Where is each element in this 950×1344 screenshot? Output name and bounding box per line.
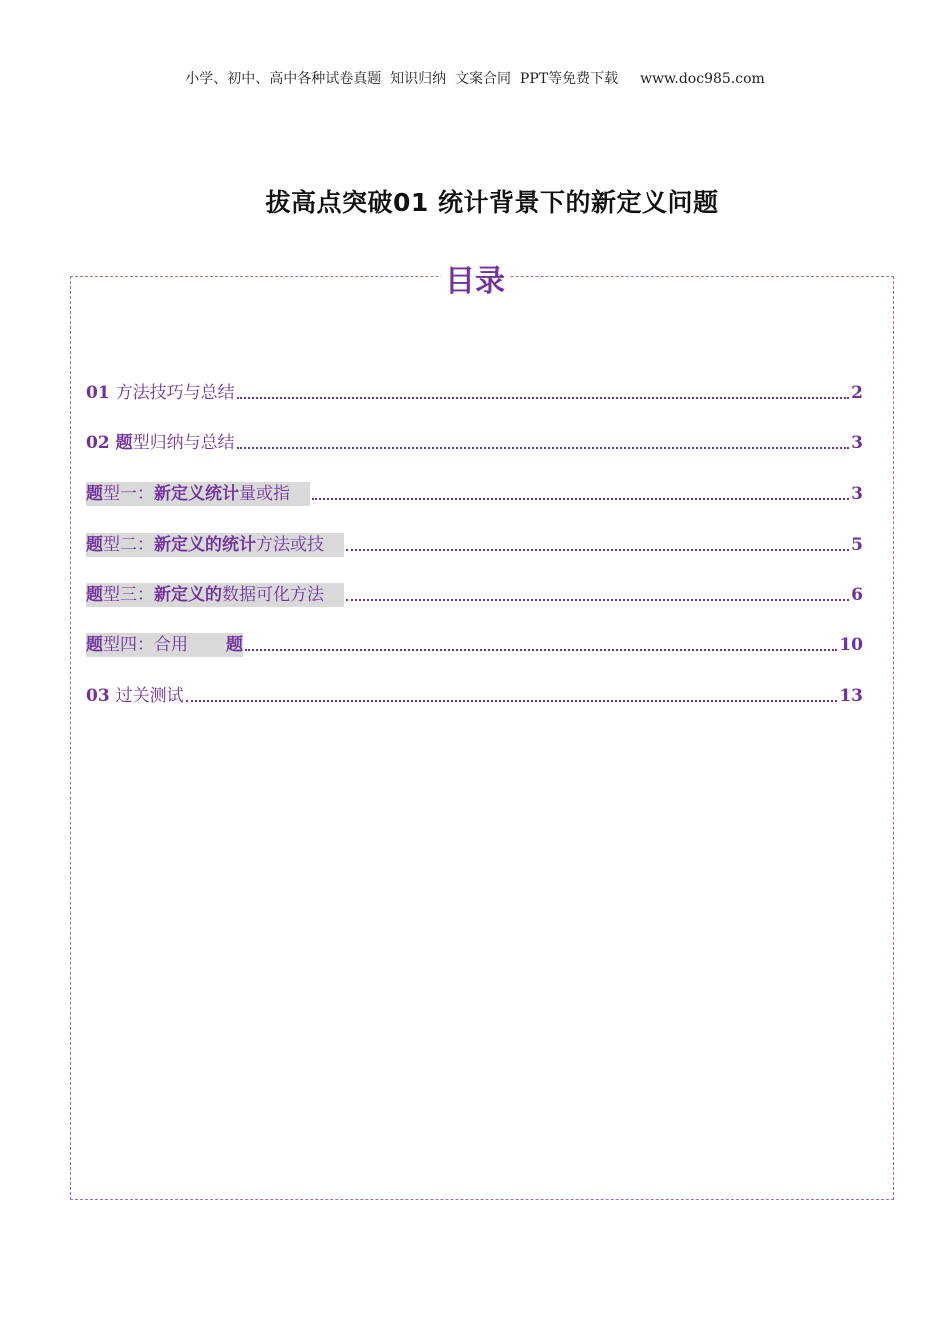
toc-leader (312, 498, 849, 500)
toc-entry-label: 题型四：合用 题 (86, 635, 243, 655)
page-header (0, 68, 950, 88)
toc-leader (237, 447, 850, 449)
toc-entry-methods[interactable] (86, 381, 863, 405)
toc-entry-label: 01 方法技巧与总结 (86, 383, 235, 403)
toc-leader (346, 599, 849, 601)
toc-page-number: 6 (851, 585, 863, 605)
toc-page-number: 3 (851, 433, 863, 453)
toc-frame (70, 276, 894, 1200)
toc-entry-type-4[interactable] (86, 633, 863, 657)
toc-leader (237, 397, 850, 399)
toc-page-number: 10 (839, 635, 863, 655)
toc-leader (346, 549, 849, 551)
toc-entry-label: 03 过关测试 (86, 686, 184, 706)
toc-page-number: 13 (839, 686, 863, 706)
toc-entry-label: 题型二：新定义的统计方法或技 (86, 533, 344, 557)
toc-entry-label: 题型三：新定义的数据可化方法 (86, 583, 344, 607)
toc-heading: 目录 (0, 256, 950, 300)
header-url[interactable]: www.doc985.com (640, 71, 765, 87)
toc-entry-question-types[interactable] (86, 431, 863, 455)
toc-entry-type-1[interactable] (86, 482, 863, 506)
toc-leader (186, 700, 838, 702)
toc-leader (245, 649, 837, 651)
toc-entry-label: 02 题型归纳与总结 (86, 433, 235, 453)
toc-page-number: 2 (851, 383, 863, 403)
toc-page-number: 5 (851, 535, 863, 555)
header-text: 小学、初中、高中各种试卷真题 知识归纳 文案合同 PPT等免费下载 (185, 71, 619, 87)
toc-entry-label: 题型一：新定义统计量或指 (86, 482, 310, 506)
toc-entry-type-2[interactable] (86, 533, 863, 557)
document-title: 拔高点突破01 统计背景下的新定义问题 (265, 188, 719, 217)
toc-entry-type-3[interactable] (86, 583, 863, 607)
toc-page-number: 3 (851, 484, 863, 504)
toc-entry-final-test[interactable] (86, 684, 863, 708)
